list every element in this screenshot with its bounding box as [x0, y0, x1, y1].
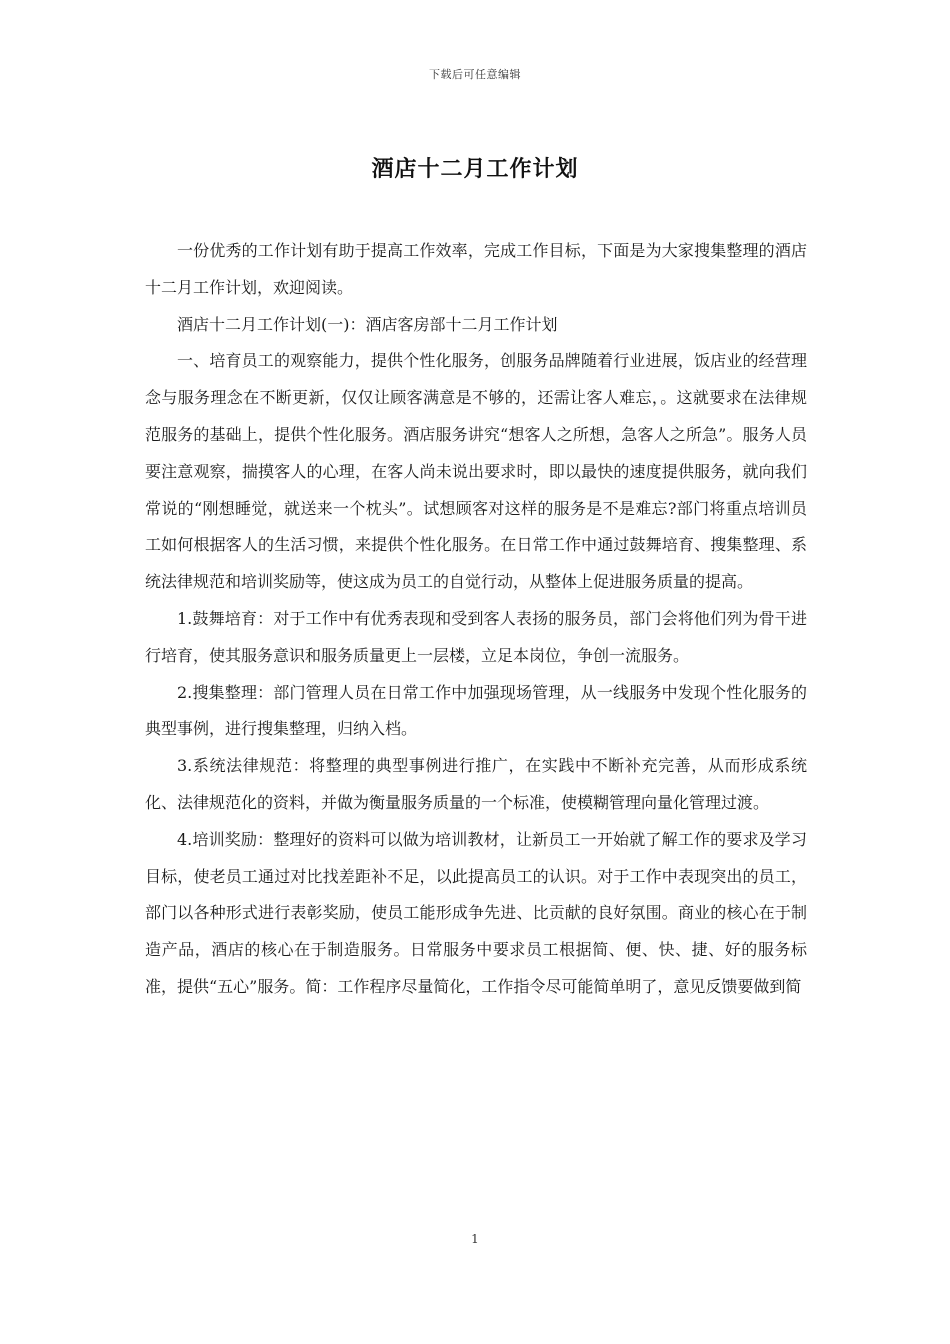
- paragraph-section-heading: 酒店十二月工作计划(一)：酒店客房部十二月工作计划: [177, 314, 558, 334]
- page-number: 1: [471, 1232, 479, 1246]
- paragraph-item-1: 1.鼓舞培育：对于工作中有优秀表现和受到客人表扬的服务员，部门会将他们列为骨干进行培育，使其服务意识和服务质量更上一层楼，立足本岗位，争创一流服务。: [145, 608, 807, 665]
- paragraph-item-2: 2.搜集整理：部门管理人员在日常工作中加强现场管理，从一线服务中发现个性化服务的典型事例，进行搜集整理，归纳入档。: [145, 682, 807, 739]
- paragraph-intro: 一份优秀的工作计划有助于提高工作效率，完成工作目标，下面是为大家搜集整理的酒店十二月工作计划，欢迎阅读。: [145, 241, 807, 297]
- header-note: 下载后可任意编辑: [429, 68, 521, 81]
- paragraph-item-3: 3.系统法律规范：将整理的典型事例进行推广，在实践中不断补充完善，从而形成系统化、法律规范化的资料，并做为衡量服务质量的一个标准，使模糊管理向量化管理过渡。: [145, 756, 807, 812]
- document-body: [145, 233, 807, 1006]
- paragraph-item-4: 4.培训奖励：整理好的资料可以做为培训教材，让新员工一开始就了解工作的要求及学习目标，使老员工通过对比找差距补不足，以此提高员工的认识。对于工作中表现突出的员工，部门以各种形式进行表彰奖励，使员工能形成争先进、比贡献的良好氛围。商业的核心在于制造产品，酒店的核心在于制造服务。日常服务中要求员工根据简、便、快、捷、好的服务标准，提供“五心”服务。简：工作程序尽量简化，工作指令尽可能简单明了，意见反馈要做到简: [145, 829, 807, 996]
- paragraph-point-one: 一、培育员工的观察能力，提供个性化服务，创服务品牌随着行业进展，饭店业的经营理念与服务理念在不断更新，仅仅让顾客满意是不够的，还需让客人难忘，。这就要求在法律规范服务的基础上，提供个性化服务。酒店服务讲究“想客人之所想，急客人之所急”。服务人员要注意观察，揣摸客人的心理，在客人尚未说出要求时，即以最快的速度提供服务，就向我们常说的“刚想睡觉，就送来一个枕头”。试想顾客对这样的服务是不是难忘?部门将重点培训员工如何根据客人的生活习惯，来提供个性化服务。在日常工作中通过鼓舞培育、搜集整理、系统法律规范和培训奖励等，使这成为员工的自觉行动，从整体上促进服务质量的提高。: [145, 351, 807, 592]
- document-title: 酒店十二月工作计划: [371, 156, 579, 182]
